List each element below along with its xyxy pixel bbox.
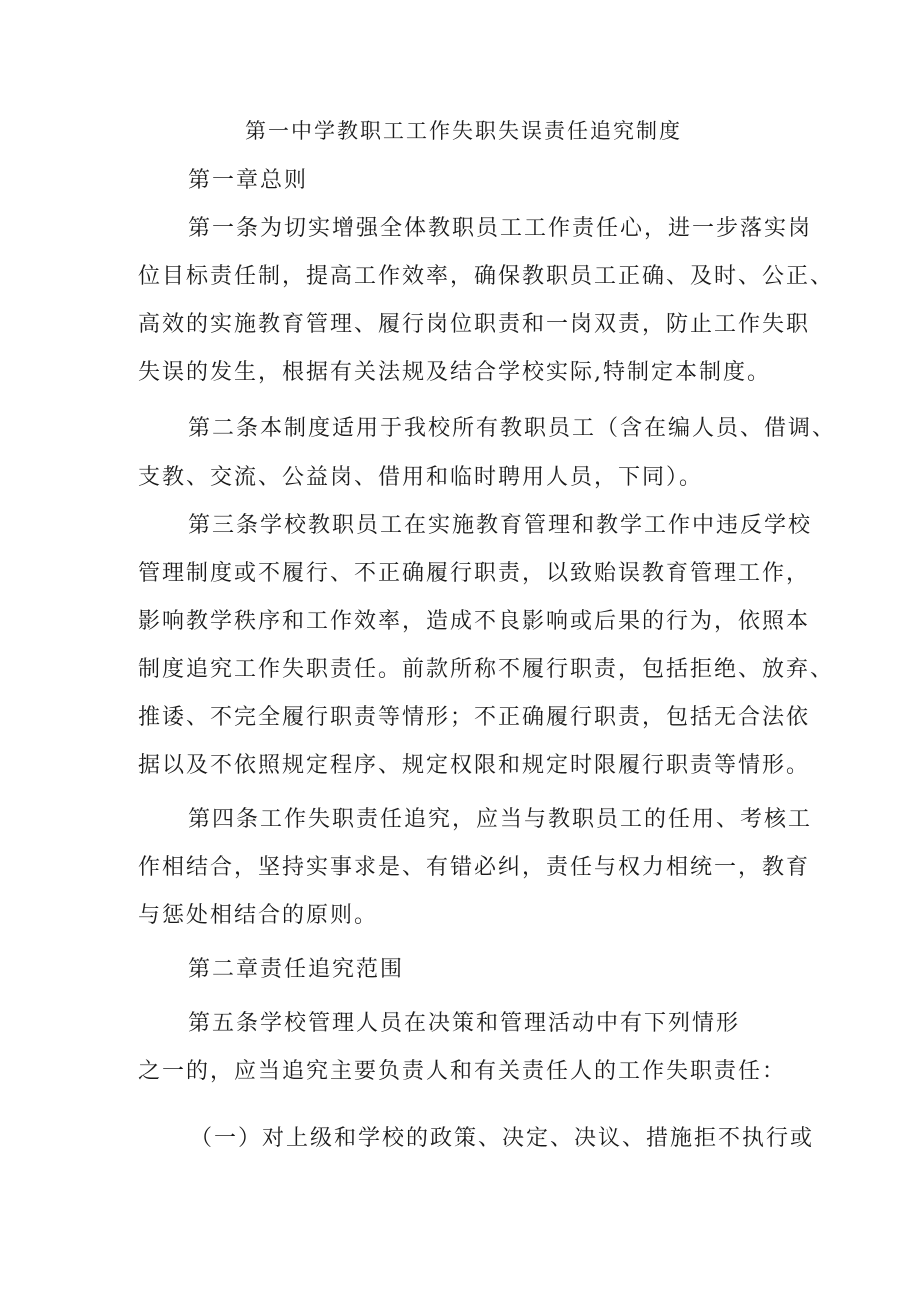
article-1-line-2: 位目标责任制，提高工作效率，确保教职员工正确、及时、公正、 — [138, 264, 835, 289]
article-5-line-1: 第五条学校管理人员在决策和管理活动中有下列情形 — [188, 1011, 741, 1036]
list-item-1: （一）对上级和学校的政策、决定、决议、措施拒不执行或 — [190, 1126, 815, 1151]
article-1-line-1: 第一条为切实增强全体教职员工工作责任心，进一步落实岗 — [188, 216, 813, 241]
article-3-line-1: 第三条学校教职员工在实施教育管理和教学工作中违反学校 — [188, 513, 813, 538]
article-3-line-4: 制度追究工作失职责任。前款所称不履行职责，包括拒绝、放弃、 — [138, 657, 835, 682]
chapter-heading: 第二章责任追究范围 — [188, 957, 405, 982]
article-3-line-2: 管理制度或不履行、不正确履行职责，以致贻误教育管理工作， — [138, 561, 811, 586]
article-4-line-3: 与惩处相结合的原则。 — [138, 903, 379, 928]
article-2-line-1: 第二条本制度适用于我校所有教职员工（含在编人员、借调、 — [188, 416, 837, 441]
article-3-line-3: 影响教学秩序和工作效率，造成不良影响或后果的行为，依照本 — [138, 609, 811, 634]
article-3-line-6: 据以及不依照规定程序、规定权限和规定时限履行职责等情形。 — [138, 753, 811, 778]
article-1-line-4: 失误的发生，根据有关法规及结合学校实际,特制定本制度。 — [138, 360, 771, 385]
article-4-line-2: 作相结合，坚持实事求是、有错必纠，责任与权力相统一，教育 — [138, 855, 811, 880]
document-title: 第一中学教职工工作失职失误责任追究制度 — [245, 119, 682, 143]
article-3-line-5: 推诿、不完全履行职责等情形；不正确履行职责，包括无合法依 — [138, 705, 811, 730]
article-1-line-3: 高效的实施教育管理、履行岗位职责和一岗双责，防止工作失职 — [138, 312, 811, 337]
chapter-heading: 第一章总则 — [188, 168, 309, 193]
article-2-line-2: 支教、交流、公益岗、借用和临时聘用人员，下同）。 — [138, 465, 704, 490]
article-5-line-2: 之一的，应当追究主要负责人和有关责任人的工作失职责任： — [138, 1059, 787, 1084]
article-4-line-1: 第四条工作失职责任追究，应当与教职员工的任用、考核工 — [188, 807, 813, 832]
